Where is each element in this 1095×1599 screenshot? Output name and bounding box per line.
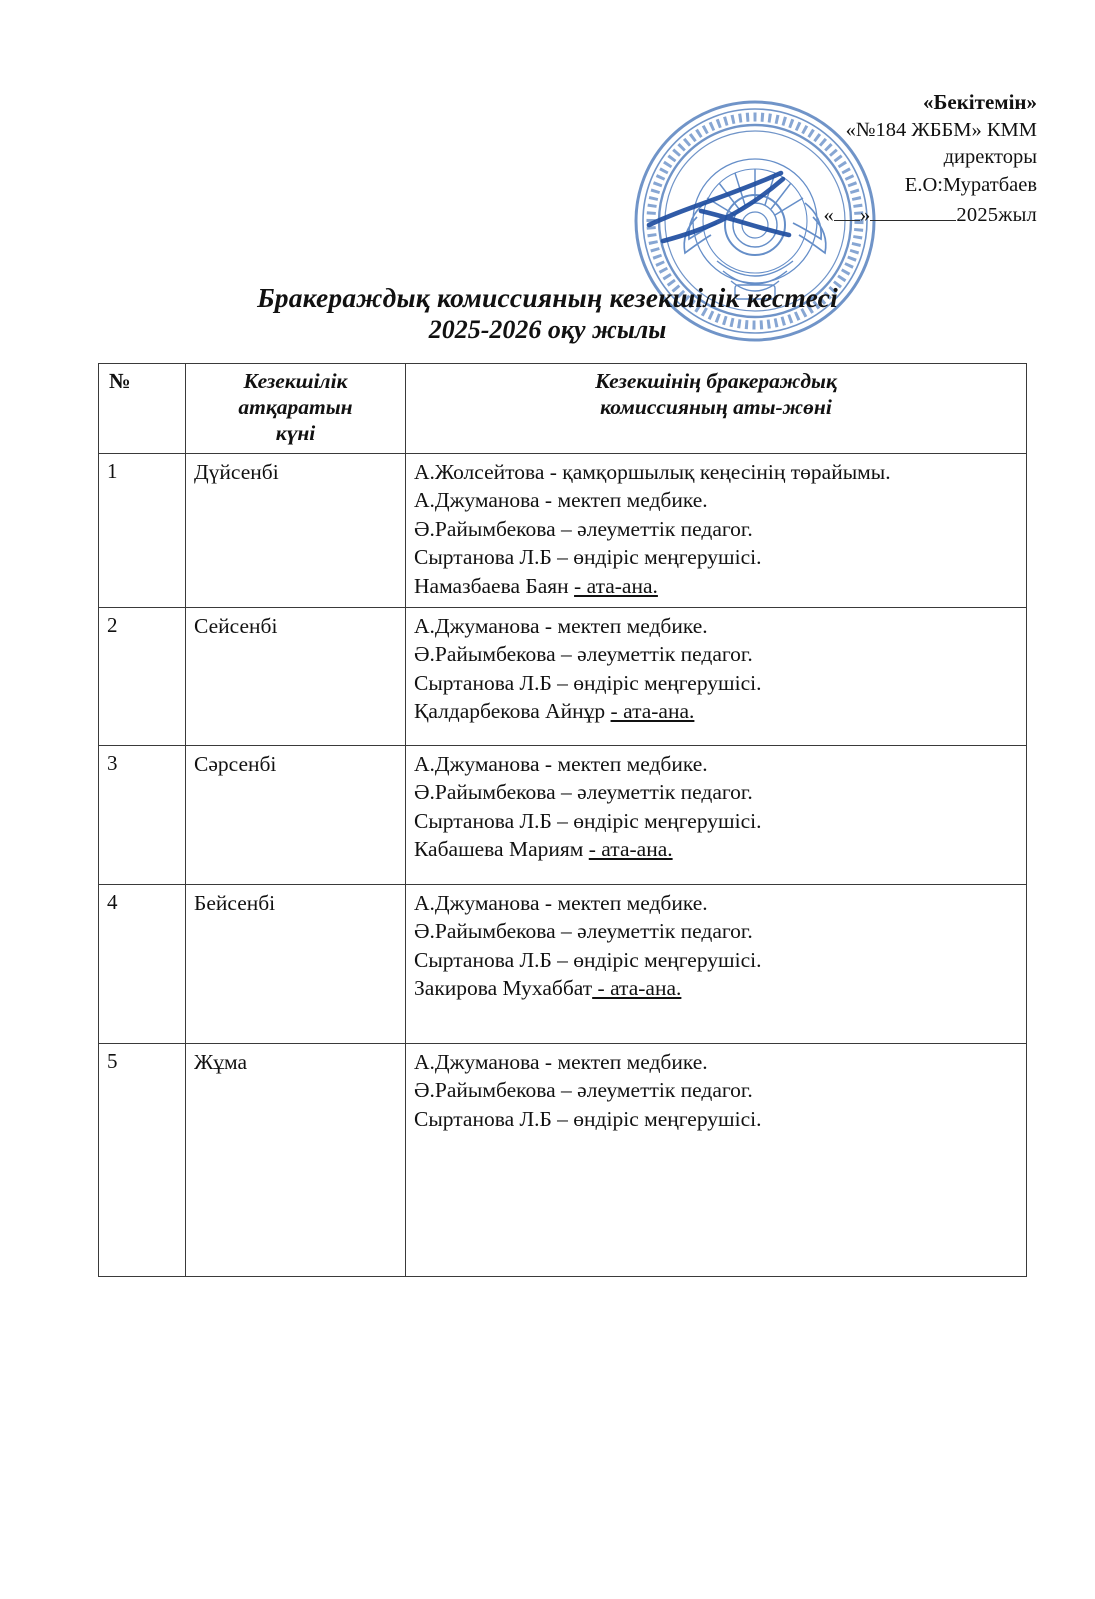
commission-member-line — [414, 1105, 1018, 1134]
member-text: Ә.Райымбекова – әлеуметтік педагог. — [414, 1078, 753, 1103]
commission-member-line — [414, 835, 1018, 864]
commission-member-line — [414, 697, 1018, 726]
member-text: А.Джуманова - мектеп медбике. — [414, 751, 708, 776]
member-text: Қалдарбекова Айнұр — [414, 699, 611, 724]
approval-position: директоры — [943, 146, 1037, 169]
cell-duty-day: Жұма — [186, 1043, 406, 1276]
commission-member-line — [414, 974, 1018, 1003]
approval-organization: «№184 ЖББМ» КММ — [845, 118, 1037, 141]
table-row — [99, 884, 1027, 1043]
commission-member-line — [414, 1076, 1018, 1105]
commission-member-line — [414, 917, 1018, 946]
cell-duty-day: Дүйсенбі — [186, 453, 406, 607]
member-text: Кабашева Мариям — [414, 837, 589, 862]
commission-member-line — [414, 572, 1018, 601]
column-header-day-line1: Кезекшілік — [243, 369, 348, 393]
member-text: Намазбаева Баян — [414, 574, 575, 599]
document-title — [0, 282, 1095, 345]
cell-row-number: 5 — [99, 1043, 186, 1276]
commission-member-line — [414, 486, 1018, 515]
commission-member-line — [414, 889, 1018, 918]
member-text: А.Жолсейтова - қамқоршылық кеңесінің төрайымы. — [414, 459, 891, 484]
commission-member-line — [414, 778, 1018, 807]
table-row — [99, 453, 1027, 607]
duty-schedule-table-area — [98, 363, 1026, 1277]
member-text: А.Джуманова - мектеп медбике. — [414, 1049, 708, 1074]
commission-member-line — [414, 750, 1018, 779]
column-header-day-line3: күні — [275, 421, 316, 446]
table-row — [99, 1043, 1027, 1276]
cell-commission-members — [406, 607, 1027, 745]
table-body — [99, 453, 1027, 1276]
table-row — [99, 745, 1027, 884]
commission-member-line — [414, 669, 1018, 698]
approval-block — [707, 88, 1037, 230]
member-text: Ә.Райымбекова – әлеуметтік педагог. — [414, 642, 753, 667]
member-text: Сыртанова Л.Б – өндіріс меңгерушісі. — [414, 1106, 762, 1131]
member-text: Сыртанова Л.Б – өндіріс меңгерушісі. — [414, 545, 762, 570]
date-quote-close: » — [859, 204, 871, 227]
approval-date-line — [707, 202, 1037, 230]
date-day-blank — [834, 220, 860, 221]
duty-schedule-table — [98, 363, 1027, 1277]
cell-row-number: 3 — [99, 745, 186, 884]
column-header-day — [186, 364, 406, 454]
member-text: Сыртанова Л.Б – өндіріс меңгерушісі. — [414, 808, 762, 833]
date-quote-open: « — [823, 204, 834, 227]
commission-member-line — [414, 543, 1018, 572]
column-header-names — [406, 364, 1027, 454]
member-text: А.Джуманова - мектеп медбике. — [414, 890, 708, 915]
commission-member-line — [414, 458, 1018, 487]
member-text: А.Джуманова - мектеп медбике. — [414, 613, 708, 638]
commission-member-line — [414, 807, 1018, 836]
table-row — [99, 607, 1027, 745]
cell-row-number: 1 — [99, 453, 186, 607]
member-text: Закирова Мухаббат — [414, 976, 593, 1001]
cell-commission-members — [406, 745, 1027, 884]
column-header-names-line1: Кезекшінің бракераждық — [595, 369, 837, 393]
approval-confirm-label: «Бекітемін» — [922, 90, 1037, 114]
approval-director-name: Е.О:Муратбаев — [904, 174, 1037, 197]
cell-commission-members — [406, 1043, 1027, 1276]
column-header-names-line2: комиссияның аты-жөні — [600, 395, 832, 420]
table-header-row — [99, 364, 1027, 454]
member-role-underlined: - ата-ана. — [610, 699, 695, 724]
member-text: А.Джуманова - мектеп медбике. — [414, 488, 708, 513]
cell-row-number: 4 — [99, 884, 186, 1043]
member-role-underlined: - ата-ана. — [592, 976, 682, 1001]
cell-commission-members — [406, 884, 1027, 1043]
commission-member-line — [414, 946, 1018, 975]
commission-member-line — [414, 640, 1018, 669]
member-text: Сыртанова Л.Б – өндіріс меңгерушісі. — [414, 947, 762, 972]
column-header-day-line2: атқаратын — [238, 395, 353, 420]
cell-duty-day: Сәрсенбі — [186, 745, 406, 884]
member-text: Ә.Райымбекова – әлеуметтік педагог. — [414, 780, 753, 805]
commission-member-line — [414, 612, 1018, 641]
member-text: Ә.Райымбекова – әлеуметтік педагог. — [414, 516, 753, 541]
commission-member-line — [414, 515, 1018, 544]
title-line-2: 2025-2026 оқу жылы — [428, 315, 667, 344]
member-role-underlined: - ата-ана. — [588, 837, 673, 862]
cell-duty-day: Сейсенбі — [186, 607, 406, 745]
member-text: Сыртанова Л.Б – өндіріс меңгерушісі. — [414, 670, 762, 695]
member-text: Ә.Райымбекова – әлеуметтік педагог. — [414, 919, 753, 944]
table-head — [99, 364, 1027, 454]
column-header-no: № — [99, 364, 186, 454]
title-line-1: Бракераждық комиссияның кезекшілік кестесі — [257, 282, 838, 313]
member-role-underlined: - ата-ана. — [574, 574, 658, 599]
cell-row-number: 2 — [99, 607, 186, 745]
cell-duty-day: Бейсенбі — [186, 884, 406, 1043]
date-year: 2025жыл — [956, 204, 1037, 227]
commission-member-line — [414, 1048, 1018, 1077]
cell-commission-members — [406, 453, 1027, 607]
date-month-blank — [870, 220, 956, 221]
